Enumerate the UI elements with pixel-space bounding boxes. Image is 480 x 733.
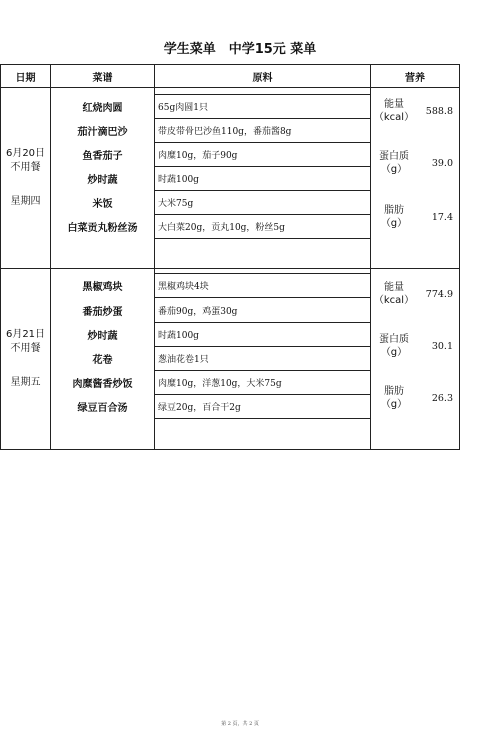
table-row — [1, 88, 460, 95]
fat-row — [371, 204, 457, 230]
header-nutrition: 营养 — [371, 65, 460, 88]
fat-unit: （g） — [380, 218, 408, 229]
dish-name: 鱼香茄子 — [51, 143, 155, 167]
date-cell — [1, 88, 51, 269]
date-label: 6月21日 — [5, 329, 46, 340]
header-date: 日期 — [1, 65, 51, 88]
dish-ingredients: 65g肉圆1只 — [155, 95, 371, 119]
dish-name: 红烧肉圆 — [51, 95, 155, 119]
page-footer: 第 2 页，共 2 页 — [221, 721, 259, 727]
nutrition-cell — [371, 88, 460, 269]
no-meal-note: 不用餐 — [10, 162, 41, 173]
date-cell — [1, 269, 51, 450]
protein-unit: （g） — [380, 347, 408, 358]
fat-value: 26.3 — [431, 392, 453, 404]
dish-name: 黑椒鸡块 — [51, 274, 155, 298]
dish-ingredients: 时蔬100g — [155, 322, 371, 346]
dish-name: 茄汁滴巴沙 — [51, 119, 155, 143]
energy-value: 588.8 — [425, 105, 453, 117]
weekday-label: 星期四 — [10, 196, 41, 207]
nutrition-cell — [371, 269, 460, 450]
energy-row — [371, 281, 457, 307]
dish-ingredients: 大白菜20g，贡丸10g，粉丝5g — [155, 214, 371, 238]
energy-unit: （kcal） — [373, 112, 415, 123]
protein-row — [371, 333, 457, 359]
fat-row — [371, 385, 457, 411]
page-title: 学生菜单 中学15元 菜单 — [163, 42, 317, 57]
dish-ingredients: 时蔬100g — [155, 167, 371, 191]
header-ingredients: 原料 — [155, 65, 371, 88]
header-row — [1, 65, 460, 88]
protein-row — [371, 150, 457, 176]
protein-value: 30.1 — [431, 340, 453, 352]
energy-value: 774.9 — [425, 288, 453, 300]
energy-label: 能量 — [384, 282, 404, 293]
dish-name: 炒时蔬 — [51, 322, 155, 346]
no-meal-note: 不用餐 — [10, 343, 41, 354]
dish-name: 绿豆百合汤 — [51, 395, 155, 419]
protein-value: 39.0 — [431, 157, 453, 169]
dish-name: 番茄炒蛋 — [51, 298, 155, 322]
fat-value: 17.4 — [431, 211, 453, 223]
fat-label: 脂肪 — [384, 205, 404, 216]
dish-name: 炒时蔬 — [51, 167, 155, 191]
dish-name: 白菜贡丸粉丝汤 — [51, 214, 155, 238]
dish-ingredients: 肉糜10g，茄子90g — [155, 143, 371, 167]
dish-ingredients: 带皮带骨巴沙鱼110g，番茄酱8g — [155, 119, 371, 143]
energy-row — [371, 98, 457, 124]
day-block-1 — [1, 88, 460, 269]
energy-unit: （kcal） — [373, 295, 415, 306]
menu-table — [0, 64, 460, 450]
fat-label: 脂肪 — [384, 386, 404, 397]
dish-ingredients: 番茄90g，鸡蛋30g — [155, 298, 371, 322]
dish-ingredients: 肉糜10g，洋葱10g，大米75g — [155, 371, 371, 395]
header-dish: 菜谱 — [51, 65, 155, 88]
energy-label: 能量 — [384, 99, 404, 110]
day-block-2 — [1, 269, 460, 450]
dish-name: 花卷 — [51, 346, 155, 370]
dish-ingredients: 绿豆20g，百合干2g — [155, 395, 371, 419]
weekday-label: 星期五 — [10, 377, 41, 388]
protein-unit: （g） — [380, 164, 408, 175]
fat-unit: （g） — [380, 399, 408, 410]
dish-ingredients: 葱油花卷1只 — [155, 346, 371, 370]
dish-ingredients: 大米75g — [155, 190, 371, 214]
protein-label: 蛋白质 — [379, 334, 409, 345]
dish-name: 肉糜酱香炒饭 — [51, 371, 155, 395]
date-label: 6月20日 — [5, 148, 46, 159]
dish-ingredients: 黑椒鸡块4块 — [155, 274, 371, 298]
protein-label: 蛋白质 — [379, 151, 409, 162]
dish-name: 米饭 — [51, 190, 155, 214]
